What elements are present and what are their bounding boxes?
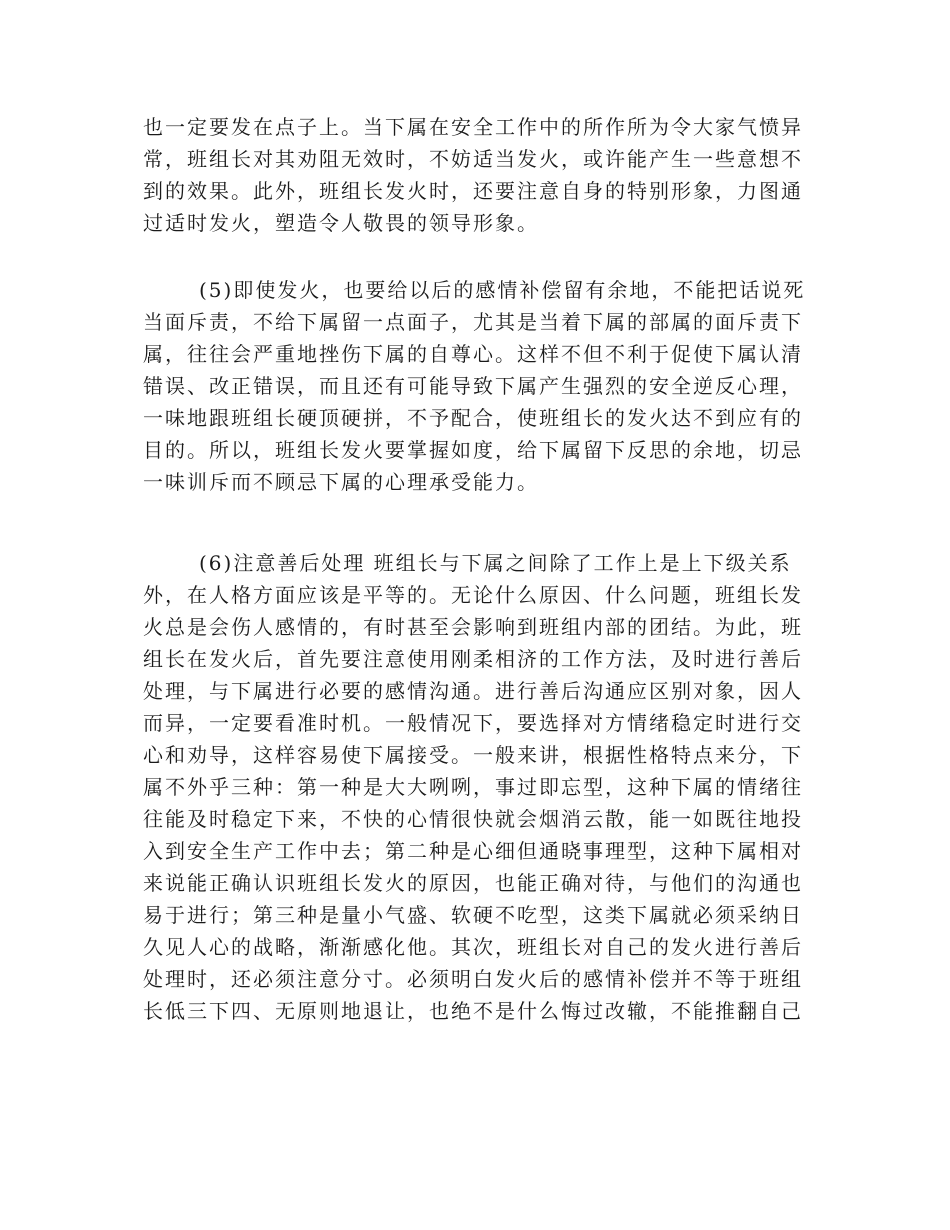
text-line: 而异，一定要看准时机。一般情况下，要选择对方情绪稳定时进行交 xyxy=(143,711,803,735)
text-line: 外，在人格方面应该是平等的。无论什么原因、什么问题，班组长发 xyxy=(143,583,803,607)
text-line: 目的。所以，班组长发火要掌握如度，给下属留下反思的余地，切忌 xyxy=(143,438,803,462)
text-line: 属不外乎三种：第一种是大大咧咧，事过即忘型，这种下属的情绪往 xyxy=(143,775,803,799)
text-line: 来说能正确认识班组长发火的原因，也能正确对待，与他们的沟通也 xyxy=(143,871,803,895)
paragraph-2 xyxy=(143,274,813,498)
text-line: 错误、改正错误，而且还有可能导致下属产生强烈的安全逆反心理， xyxy=(143,374,803,398)
text-line: 易于进行；第三种是量小气盛、软硬不吃型，这类下属就必须采纳日 xyxy=(143,903,803,927)
text-line-first: (5)即使发火，也要给以后的感情补偿留有余地，不能把话说死 xyxy=(199,278,806,302)
text-line: 往能及时稳定下来，不快的心情很快就会烟消云散，能一如既往地投 xyxy=(143,807,803,831)
text-line: 一味训斥而不顾忌下属的心理承受能力。 xyxy=(143,470,539,494)
paragraph-1 xyxy=(143,111,813,239)
text-line: 也一定要发在点子上。当下属在安全工作中的所作所为令大家气愤异 xyxy=(143,115,803,139)
text-line: 处理时，还必须注意分寸。必须明白发火后的感情补偿并不等于班组 xyxy=(143,967,803,991)
text-line: 组长在发火后，首先要注意使用刚柔相济的工作方法，及时进行善后 xyxy=(143,647,803,671)
text-line: 一味地跟班组长硬顶硬拼，不予配合，使班组长的发火达不到应有的 xyxy=(143,406,803,430)
text-line: 火总是会伤人感情的，有时甚至会影响到班组内部的团结。为此，班 xyxy=(143,615,803,639)
text-line: 当面斥责，不给下属留一点面子，尤其是当着下属的部属的面斥责下 xyxy=(143,310,803,334)
text-line: 常，班组长对其劝阻无效时，不妨适当发火，或许能产生一些意想不 xyxy=(143,147,803,171)
text-line: 长低三下四、无原则地退让，也绝不是什么悔过改辙，不能推翻自己 xyxy=(143,999,803,1023)
text-line-first: (6)注意善后处理 班组长与下属之间除了工作上是上下级关系 xyxy=(199,551,792,575)
text-line: 到的效果。此外，班组长发火时，还要注意自身的特别形象，力图通 xyxy=(143,179,803,203)
text-line: 处理，与下属进行必要的感情沟通。进行善后沟通应区别对象，因人 xyxy=(143,679,803,703)
paragraph-3 xyxy=(143,547,813,1027)
text-line: 心和劝导，这样容易使下属接受。一般来讲，根据性格特点来分，下 xyxy=(143,743,803,767)
text-line: 入到安全生产工作中去；第二种是心细但通晓事理型，这种下属相对 xyxy=(143,839,803,863)
text-line: 属，往往会严重地挫伤下属的自尊心。这样不但不利于促使下属认清 xyxy=(143,342,803,366)
text-line: 过适时发火，塑造令人敬畏的领导形象。 xyxy=(143,211,539,235)
text-line: 久见人心的战略，渐渐感化他。其次，班组长对自己的发火进行善后 xyxy=(143,935,803,959)
